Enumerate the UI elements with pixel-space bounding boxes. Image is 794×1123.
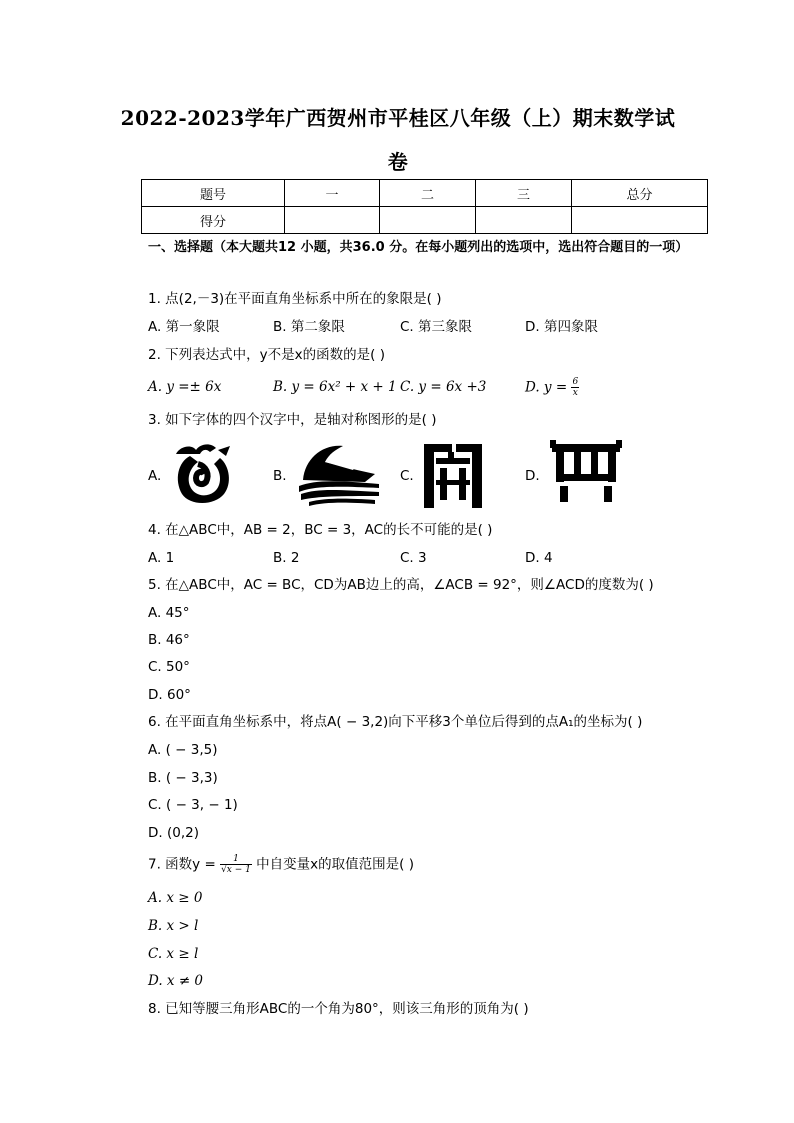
q2-option-a[interactable]: A. y =± 6x <box>148 379 222 395</box>
q1-option-b[interactable]: B. 第二象限 <box>273 319 345 335</box>
seal-glyph-b-icon <box>295 440 383 506</box>
header-cell-2: 二 <box>380 180 476 207</box>
q7-fraction <box>220 854 252 875</box>
header-cell-total: 总分 <box>572 180 708 207</box>
question-8-stem: 8. 已知等腰三角形ABC的一个角为80°，则该三角形的顶角为( ) <box>148 1001 529 1017</box>
q3-option-a[interactable]: A. <box>148 468 162 484</box>
score-cell[interactable] <box>572 207 708 234</box>
q1-option-c[interactable]: C. 第三象限 <box>400 319 473 335</box>
q3-option-d[interactable]: D. <box>525 468 540 484</box>
score-cell[interactable] <box>380 207 476 234</box>
score-row-label: 得分 <box>142 207 285 234</box>
question-3-stem: 3. 如下字体的四个汉字中，是轴对称图形的是( ) <box>148 412 437 428</box>
q4-option-b[interactable]: B. 2 <box>273 550 300 566</box>
q5-option-a[interactable]: A. 45° <box>148 605 190 621</box>
title-line-2: 卷 <box>387 150 409 174</box>
score-table <box>141 179 708 234</box>
question-2-stem: 2. 下列表达式中，y不是x的函数的是( ) <box>148 347 385 363</box>
q1-option-a[interactable]: A. 第一象限 <box>148 319 220 335</box>
fraction-denominator: √x − 1 <box>221 865 251 875</box>
q7-option-a[interactable]: A. x ≥ 0 <box>148 890 203 906</box>
title-line-1: 2022-2023学年广西贺州市平桂区八年级（上）期末数学试 <box>120 106 676 130</box>
q6-option-d[interactable]: D. (0,2) <box>148 825 199 841</box>
header-cell-1: 一 <box>285 180 380 207</box>
question-5-stem: 5. 在△ABC中，AC = BC，CD为AB边上的高，∠ACB = 92°，则∠ACD的度数为( ) <box>148 577 654 593</box>
score-cell[interactable] <box>285 207 380 234</box>
seal-glyph-a-icon <box>170 440 234 508</box>
question-7-stem <box>148 854 414 875</box>
header-cell-3: 三 <box>476 180 572 207</box>
q2-option-c[interactable]: C. y = 6x +3 <box>400 379 487 395</box>
q6-option-b[interactable]: B. ( − 3,3) <box>148 770 218 786</box>
document-title <box>110 96 686 184</box>
q1-option-d[interactable]: D. 第四象限 <box>525 319 598 335</box>
q7-stem-prefix: 7. 函数y = <box>148 856 216 873</box>
q2-option-d[interactable] <box>525 377 579 398</box>
q2-option-b[interactable]: B. y = 6x² + x + 1 <box>273 379 397 395</box>
q7-option-c[interactable]: C. x ≥ l <box>148 946 199 962</box>
fraction-numerator: 1 <box>220 854 252 865</box>
q2-option-d-label: D. y = <box>525 379 568 396</box>
section-heading: 一、选择题（本大题共12 小题，共36.0 分。在每小题列出的选项中，选出符合题目的一项） <box>148 240 689 255</box>
question-1-stem: 1. 点(2,－3)在平面直角坐标系中所在的象限是( ) <box>148 291 442 307</box>
q6-option-a[interactable]: A. ( − 3,5) <box>148 742 218 758</box>
score-cell[interactable] <box>476 207 572 234</box>
q4-option-a[interactable]: A. 1 <box>148 550 175 566</box>
q7-stem-suffix: 中自变量x的取值范围是( ) <box>256 856 414 873</box>
q5-option-d[interactable]: D. 60° <box>148 687 191 703</box>
q6-option-c[interactable]: C. ( − 3, − 1) <box>148 797 238 813</box>
seal-glyph-d-icon <box>550 440 622 504</box>
q3-option-b[interactable]: B. <box>273 468 287 484</box>
q2-option-d-fraction <box>571 377 579 398</box>
score-header-row <box>142 180 708 207</box>
q4-option-d[interactable]: D. 4 <box>525 550 553 566</box>
q5-option-b[interactable]: B. 46° <box>148 632 190 648</box>
q4-option-c[interactable]: C. 3 <box>400 550 427 566</box>
header-cell-number: 题号 <box>142 180 285 207</box>
seal-glyph-c-icon <box>422 440 484 508</box>
fraction-numerator: 6 <box>572 377 579 387</box>
q5-option-c[interactable]: C. 50° <box>148 659 190 675</box>
fraction-denominator: x <box>572 388 578 398</box>
q7-option-b[interactable]: B. x > l <box>148 918 199 934</box>
q3-option-c[interactable]: C. <box>400 468 414 484</box>
question-6-stem: 6. 在平面直角坐标系中，将点A( − 3,2)向下平移3个单位后得到的点A₁的坐标为( ) <box>148 714 643 730</box>
question-4-stem: 4. 在△ABC中，AB = 2，BC = 3，AC的长不可能的是( ) <box>148 522 493 538</box>
score-value-row <box>142 207 708 234</box>
q7-option-d[interactable]: D. x ≠ 0 <box>148 973 204 989</box>
